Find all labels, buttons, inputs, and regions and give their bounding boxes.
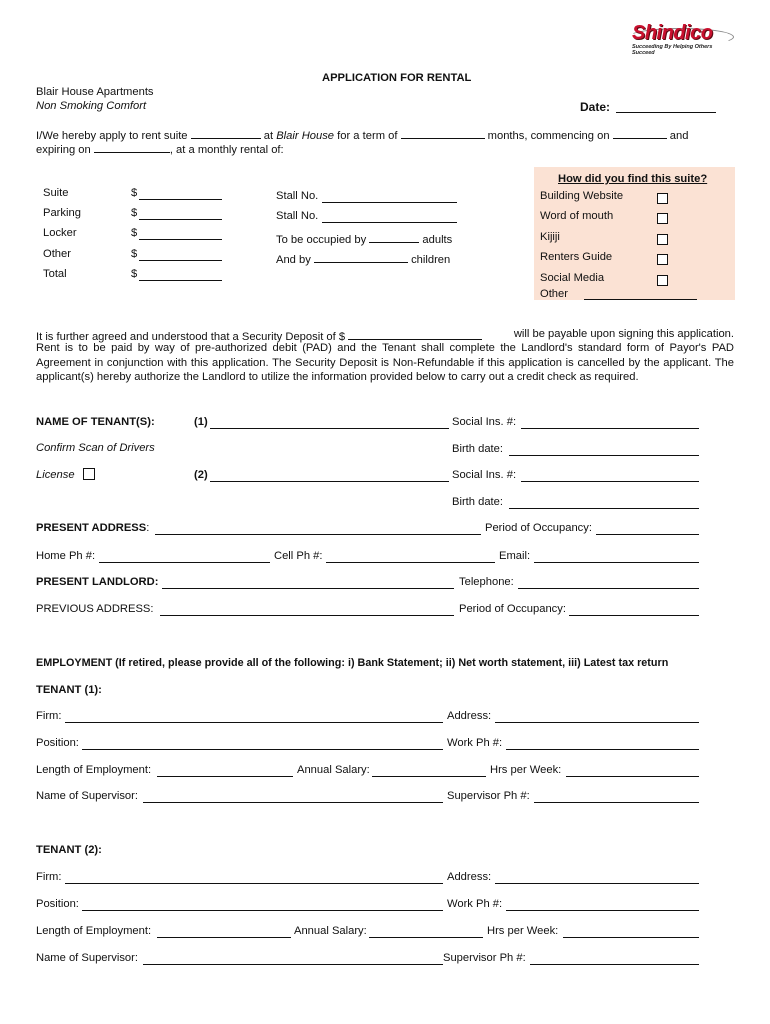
deposit-text-b: will be payable upon signing this application.	[513, 328, 734, 340]
logo-tagline: Succeeding By Helping Others Succeed	[632, 44, 713, 56]
sin-label-2: Social Ins. #:	[452, 469, 517, 481]
supervisor-label-1: Name of Supervisor:	[36, 790, 138, 802]
children-field[interactable]	[314, 251, 408, 263]
birth-field-2[interactable]	[509, 508, 699, 509]
intro-text: at	[263, 130, 274, 142]
property-subtitle: Non Smoking Comfort	[36, 100, 147, 112]
present-address-label	[36, 522, 149, 534]
and-by-label: And by	[276, 254, 311, 266]
deposit-text-a: It is further agreed and understood that a Security Deposit of $	[36, 328, 482, 343]
intro-line-1	[36, 127, 688, 142]
period-field-1[interactable]	[596, 534, 699, 535]
landlord-field[interactable]	[162, 588, 454, 589]
cell-phone-field[interactable]	[326, 562, 495, 563]
children-label: children	[411, 254, 451, 266]
position-label-1: Position:	[36, 737, 79, 749]
fee-currency: $	[131, 207, 138, 219]
intro-line-2	[36, 141, 284, 156]
home-phone-field[interactable]	[99, 562, 270, 563]
adults-label: adults	[422, 234, 453, 246]
fee-field-parking[interactable]	[139, 219, 222, 220]
tenant-2-employment-label: TENANT (2):	[36, 844, 102, 856]
position-field-1[interactable]	[82, 749, 443, 750]
checkbox-building-website[interactable]	[657, 193, 668, 204]
landlord-phone-field[interactable]	[518, 588, 699, 589]
occupants-label: To be occupied by	[276, 234, 367, 246]
deposit-paragraph: Rent is to be paid by way of pre-authorized debit (PAD) and the Tenant shall complete the Landlord's standard form of Payor's PAD Agreement in conjunction with this application. The Security Deposit is Non-Refundable if this application is cancelled by the applicant. The applicant(s) hereby authorize the Landlord to utilize the information provided below to carry out a credit check as required.	[36, 342, 734, 383]
firm-address-field-2[interactable]	[495, 883, 699, 884]
fee-currency: $	[131, 248, 138, 260]
position-label-2: Position:	[36, 898, 79, 910]
date-field[interactable]	[616, 112, 716, 113]
intro-text: for a term of	[337, 130, 398, 142]
suite-number-field[interactable]	[191, 127, 261, 139]
birth-label-2: Birth date:	[452, 496, 503, 508]
length-label-2: Length of Employment:	[36, 925, 152, 937]
previous-address-field[interactable]	[160, 615, 454, 616]
tenant-1-label: (1)	[194, 416, 208, 428]
adults-field[interactable]	[369, 231, 419, 243]
stall-label-2: Stall No.	[276, 210, 319, 222]
salary-label-2: Annual Salary:	[294, 925, 367, 937]
email-label: Email:	[499, 550, 531, 562]
tenant-1-employment-label: TENANT (1):	[36, 684, 102, 696]
home-phone-label: Home Ph #:	[36, 550, 96, 562]
company-logo	[624, 24, 736, 54]
supervisor-phone-field-2[interactable]	[530, 964, 699, 965]
work-phone-field-2[interactable]	[506, 910, 699, 911]
present-address-text: PRESENT ADDRESS	[36, 522, 147, 534]
intro-text: months, commencing on	[487, 130, 610, 142]
tenant-1-name-field[interactable]	[210, 428, 449, 429]
firm-address-field-1[interactable]	[495, 722, 699, 723]
fee-currency: $	[131, 227, 138, 239]
fee-label-parking: Parking	[43, 207, 81, 219]
supervisor-phone-label-2: Supervisor Ph #:	[443, 952, 526, 964]
fee-currency: $	[131, 268, 138, 280]
date-label: Date:	[580, 100, 611, 114]
tenant-2-name-field[interactable]	[210, 481, 449, 482]
form-title: APPLICATION FOR RENTAL	[322, 72, 472, 84]
checkbox-renters-guide[interactable]	[657, 254, 668, 265]
supervisor-phone-field-1[interactable]	[534, 802, 699, 803]
referral-option-label: Word of mouth	[540, 210, 614, 222]
deposit-amount-field[interactable]	[348, 328, 482, 340]
length-field-1[interactable]	[157, 776, 293, 777]
referral-title: How did you find this suite?	[558, 173, 708, 185]
salary-label-1: Annual Salary:	[297, 764, 370, 776]
firm-field-2[interactable]	[65, 883, 443, 884]
fee-label-locker: Locker	[43, 227, 77, 239]
sin-field-1[interactable]	[521, 428, 699, 429]
referral-option-label: Renters Guide	[540, 251, 613, 263]
confirm-scan-label: Confirm Scan of Drivers	[36, 442, 155, 454]
supervisor-label-2: Name of Supervisor:	[36, 952, 138, 964]
intro-text: and	[669, 130, 689, 142]
present-address-field[interactable]	[155, 534, 481, 535]
landlord-phone-label: Telephone:	[459, 576, 514, 588]
commencing-field[interactable]	[613, 127, 667, 139]
referral-option-label: Building Website	[540, 190, 624, 202]
fee-label-total: Total	[43, 268, 67, 280]
checkbox-word-of-mouth[interactable]	[657, 213, 668, 224]
intro-text: , at a monthly rental of:	[169, 144, 284, 156]
birth-field-1[interactable]	[509, 455, 699, 456]
firm-address-label-2: Address:	[447, 871, 492, 883]
children-line	[276, 251, 450, 266]
fee-field-locker[interactable]	[139, 239, 222, 240]
referral-option-label: Kijiji	[540, 231, 560, 243]
firm-address-label-1: Address:	[447, 710, 492, 722]
previous-address-label: PREVIOUS ADDRESS:	[36, 603, 154, 615]
hours-field-2[interactable]	[563, 937, 699, 938]
length-label-1: Length of Employment:	[36, 764, 152, 776]
work-phone-field-1[interactable]	[506, 749, 699, 750]
supervisor-field-1[interactable]	[143, 802, 443, 803]
colon: :	[146, 522, 150, 534]
email-field[interactable]	[534, 562, 699, 563]
intro-text: expiring on	[36, 144, 91, 156]
referral-other-field[interactable]	[584, 299, 697, 300]
position-field-2[interactable]	[82, 910, 443, 911]
hours-label-1: Hrs per Week:	[490, 764, 562, 776]
occupants-line	[276, 231, 452, 246]
supervisor-phone-label-1: Supervisor Ph #:	[447, 790, 530, 802]
license-checkbox[interactable]	[83, 468, 95, 480]
stall-label-1: Stall No.	[276, 190, 319, 202]
length-field-2[interactable]	[157, 937, 291, 938]
property-name: Blair House Apartments	[36, 86, 154, 98]
work-phone-label-2: Work Ph #:	[447, 898, 503, 910]
firm-label-2: Firm:	[36, 871, 62, 883]
period-field-2[interactable]	[569, 615, 699, 616]
tenant-2-label: (2)	[194, 469, 208, 481]
period-label-2: Period of Occupancy:	[459, 603, 566, 615]
fee-field-other[interactable]	[139, 260, 222, 261]
firm-label-1: Firm:	[36, 710, 62, 722]
term-field[interactable]	[401, 127, 485, 139]
fee-label-other: Other	[43, 248, 71, 260]
firm-field-1[interactable]	[65, 722, 443, 723]
supervisor-field-2[interactable]	[143, 964, 443, 965]
fee-currency: $	[131, 187, 138, 199]
checkbox-social-media[interactable]	[657, 275, 668, 286]
intro-text: I/We hereby apply to rent suite	[36, 130, 188, 142]
sin-label-1: Social Ins. #:	[452, 416, 517, 428]
intro-building: Blair House	[276, 130, 335, 142]
period-label-1: Period of Occupancy:	[485, 522, 592, 534]
cell-phone-label: Cell Ph #:	[274, 550, 323, 562]
salary-field-1[interactable]	[372, 776, 486, 777]
fee-field-suite[interactable]	[139, 199, 222, 200]
fee-label-suite: Suite	[43, 187, 69, 199]
checkbox-kijiji[interactable]	[657, 234, 668, 245]
employment-heading: EMPLOYMENT (If retired, please provide all of the following: i) Bank Statement; ii) Net worth statement, iii) Latest tax return	[36, 657, 669, 669]
sin-field-2[interactable]	[521, 481, 699, 482]
logo-name: Shindico	[632, 22, 713, 44]
salary-field-2[interactable]	[369, 937, 483, 938]
hours-field-1[interactable]	[566, 776, 699, 777]
license-label: License	[36, 469, 75, 481]
stall-field-1[interactable]	[322, 202, 457, 203]
tenant-names-label: NAME OF TENANT(S):	[36, 416, 155, 428]
birth-label-1: Birth date:	[452, 443, 503, 455]
work-phone-label-1: Work Ph #:	[447, 737, 503, 749]
expiring-field[interactable]	[94, 141, 170, 153]
landlord-label: PRESENT LANDLORD:	[36, 576, 159, 588]
stall-field-2[interactable]	[322, 222, 457, 223]
referral-other-label: Other	[540, 288, 568, 300]
referral-option-label: Social Media	[540, 272, 605, 284]
fee-field-total[interactable]	[139, 280, 222, 281]
hours-label-2: Hrs per Week:	[487, 925, 559, 937]
